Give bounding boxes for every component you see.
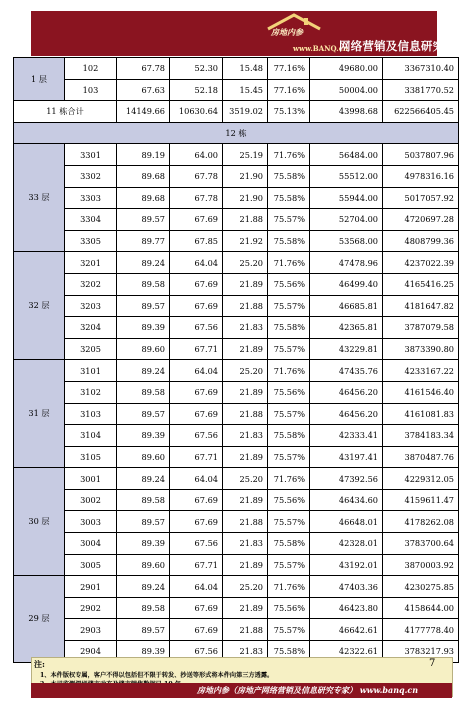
value-cell-c1: 89.24 <box>117 468 170 490</box>
value-cell-c5: 42328.01 <box>310 533 383 555</box>
value-cell-c5: 55512.00 <box>310 165 383 187</box>
value-cell-c4: 75.56% <box>268 597 310 619</box>
value-cell-c4: 75.58% <box>268 187 310 209</box>
unit-number: 2901 <box>65 576 117 598</box>
value-cell-c5: 42365.81 <box>310 317 383 339</box>
footer-slogan: 房地内参（房地产网络营销及信息研究专家） www.banq.cn <box>197 685 419 695</box>
value-cell-c1: 67.63 <box>117 79 170 101</box>
value-cell-c6: 4808799.36 <box>383 230 459 252</box>
table-row <box>14 619 459 641</box>
value-cell-c5: 47478.96 <box>310 252 383 274</box>
value-cell-c3: 21.88 <box>223 619 268 641</box>
unit-number: 3002 <box>65 489 117 511</box>
value-cell-c5: 46499.40 <box>310 273 383 295</box>
value-cell-c5: 42322.61 <box>310 641 383 663</box>
table-row <box>14 425 459 447</box>
value-cell-c6: 4230275.85 <box>383 576 459 598</box>
value-cell-c2: 10630.64 <box>170 101 223 123</box>
table-row <box>14 144 459 166</box>
value-cell-c6: 4159611.47 <box>383 489 459 511</box>
value-cell-c1: 89.39 <box>117 425 170 447</box>
value-cell-c5: 43197.41 <box>310 446 383 468</box>
value-cell-c5: 46648.01 <box>310 511 383 533</box>
value-cell-c2: 67.69 <box>170 273 223 295</box>
value-cell-c1: 89.19 <box>117 144 170 166</box>
value-cell-c6: 4229312.05 <box>383 468 459 490</box>
page-number: 7 <box>429 658 436 669</box>
unit-number: 3301 <box>65 144 117 166</box>
section-row <box>14 122 459 144</box>
unit-number: 3003 <box>65 511 117 533</box>
unit-number: 3101 <box>65 360 117 382</box>
unit-number: 2903 <box>65 619 117 641</box>
value-cell-c1: 89.57 <box>117 295 170 317</box>
header-title: 网络营销及信息研究专家 <box>339 39 468 53</box>
unit-number: 3202 <box>65 273 117 295</box>
value-cell-c3: 25.20 <box>223 468 268 490</box>
value-cell-c2: 67.69 <box>170 403 223 425</box>
logo-text: 房地内参 <box>271 27 303 37</box>
page-header <box>31 11 468 56</box>
value-cell-c2: 67.69 <box>170 619 223 641</box>
floor-label: 32 层 <box>14 252 65 360</box>
value-cell-c1: 89.60 <box>117 446 170 468</box>
unit-number: 3001 <box>65 468 117 490</box>
unit-number: 3304 <box>65 209 117 231</box>
value-cell-c2: 67.69 <box>170 295 223 317</box>
table-row <box>14 446 459 468</box>
table-row <box>14 511 459 533</box>
value-cell-c1: 67.78 <box>117 58 170 80</box>
value-cell-c3: 21.83 <box>223 533 268 555</box>
value-cell-c3: 21.90 <box>223 187 268 209</box>
value-cell-c4: 71.76% <box>268 252 310 274</box>
value-cell-c4: 75.58% <box>268 317 310 339</box>
floor-label: 33 层 <box>14 144 65 252</box>
value-cell-c5: 43229.81 <box>310 338 383 360</box>
value-cell-c4: 71.76% <box>268 576 310 598</box>
value-cell-c4: 71.76% <box>268 360 310 382</box>
value-cell-c5: 46685.81 <box>310 295 383 317</box>
unit-number: 3005 <box>65 554 117 576</box>
value-cell-c6: 3367310.40 <box>383 58 459 80</box>
unit-number: 102 <box>65 58 117 80</box>
value-cell-c3: 21.89 <box>223 446 268 468</box>
value-cell-c6: 3783700.64 <box>383 533 459 555</box>
table-row <box>14 554 459 576</box>
unit-number: 3303 <box>65 187 117 209</box>
value-cell-c3: 21.90 <box>223 165 268 187</box>
note-heading: 注: <box>34 659 45 669</box>
value-cell-c2: 67.69 <box>170 381 223 403</box>
value-cell-c5: 47403.36 <box>310 576 383 598</box>
value-cell-c5: 47392.56 <box>310 468 383 490</box>
value-cell-c2: 52.30 <box>170 58 223 80</box>
value-cell-c3: 3519.02 <box>223 101 268 123</box>
value-cell-c3: 21.83 <box>223 317 268 339</box>
value-cell-c3: 21.83 <box>223 641 268 663</box>
value-cell-c1: 89.68 <box>117 187 170 209</box>
sales-data-table <box>13 57 459 663</box>
value-cell-c3: 21.88 <box>223 295 268 317</box>
value-cell-c1: 89.57 <box>117 619 170 641</box>
value-cell-c4: 75.58% <box>268 533 310 555</box>
value-cell-c1: 89.57 <box>117 511 170 533</box>
value-cell-c6: 4161546.40 <box>383 381 459 403</box>
value-cell-c3: 25.20 <box>223 252 268 274</box>
value-cell-c6: 4233167.22 <box>383 360 459 382</box>
table-row <box>14 381 459 403</box>
value-cell-c3: 21.89 <box>223 489 268 511</box>
floor-label: 30 层 <box>14 468 65 576</box>
value-cell-c6: 4178262.08 <box>383 511 459 533</box>
value-cell-c1: 89.57 <box>117 209 170 231</box>
value-cell-c4: 71.76% <box>268 468 310 490</box>
value-cell-c4: 75.57% <box>268 403 310 425</box>
value-cell-c1: 89.60 <box>117 338 170 360</box>
value-cell-c3: 15.48 <box>223 58 268 80</box>
value-cell-c1: 14149.66 <box>117 101 170 123</box>
value-cell-c6: 622566405.45 <box>383 101 459 123</box>
unit-number: 3103 <box>65 403 117 425</box>
unit-number: 3204 <box>65 317 117 339</box>
value-cell-c4: 71.76% <box>268 144 310 166</box>
value-cell-c1: 89.60 <box>117 554 170 576</box>
table-row <box>14 79 459 101</box>
value-cell-c5: 46456.20 <box>310 403 383 425</box>
value-cell-c5: 49680.00 <box>310 58 383 80</box>
value-cell-c4: 75.57% <box>268 619 310 641</box>
value-cell-c6: 5017057.92 <box>383 187 459 209</box>
unit-number: 3205 <box>65 338 117 360</box>
value-cell-c5: 46434.60 <box>310 489 383 511</box>
value-cell-c4: 77.16% <box>268 58 310 80</box>
value-cell-c2: 67.78 <box>170 187 223 209</box>
value-cell-c4: 75.58% <box>268 641 310 663</box>
table-row <box>14 338 459 360</box>
value-cell-c2: 67.69 <box>170 597 223 619</box>
unit-number: 103 <box>65 79 117 101</box>
value-cell-c1: 89.24 <box>117 360 170 382</box>
value-cell-c1: 89.77 <box>117 230 170 252</box>
table-row <box>14 576 459 598</box>
value-cell-c6: 4978316.16 <box>383 165 459 187</box>
value-cell-c4: 75.56% <box>268 489 310 511</box>
value-cell-c3: 21.92 <box>223 230 268 252</box>
value-cell-c2: 67.71 <box>170 554 223 576</box>
unit-number: 2902 <box>65 597 117 619</box>
table-row <box>14 597 459 619</box>
table-row <box>14 295 459 317</box>
value-cell-c4: 77.16% <box>268 79 310 101</box>
table-row <box>14 468 459 490</box>
value-cell-c6: 3783217.93 <box>383 641 459 663</box>
value-cell-c5: 46456.20 <box>310 381 383 403</box>
unit-number: 3203 <box>65 295 117 317</box>
unit-number: 3102 <box>65 381 117 403</box>
value-cell-c6: 3873390.80 <box>383 338 459 360</box>
table-row <box>14 58 459 80</box>
value-cell-c3: 25.20 <box>223 360 268 382</box>
table-row <box>14 489 459 511</box>
value-cell-c1: 89.24 <box>117 576 170 598</box>
value-cell-c5: 55944.00 <box>310 187 383 209</box>
value-cell-c4: 75.56% <box>268 273 310 295</box>
unit-number: 3105 <box>65 446 117 468</box>
value-cell-c2: 64.04 <box>170 468 223 490</box>
value-cell-c5: 46423.80 <box>310 597 383 619</box>
value-cell-c6: 4161081.83 <box>383 403 459 425</box>
value-cell-c5: 47435.76 <box>310 360 383 382</box>
value-cell-c5: 50004.00 <box>310 79 383 101</box>
value-cell-c6: 3784183.34 <box>383 425 459 447</box>
value-cell-c6: 3787079.58 <box>383 317 459 339</box>
value-cell-c5: 43998.68 <box>310 101 383 123</box>
value-cell-c5: 52704.00 <box>310 209 383 231</box>
logo-url: www.BANQ.cn <box>293 44 349 53</box>
value-cell-c5: 43192.01 <box>310 554 383 576</box>
value-cell-c4: 75.57% <box>268 554 310 576</box>
value-cell-c5: 53568.00 <box>310 230 383 252</box>
footer-brand-bar <box>31 683 452 698</box>
value-cell-c2: 67.56 <box>170 641 223 663</box>
value-cell-c2: 67.71 <box>170 338 223 360</box>
value-cell-c2: 67.85 <box>170 230 223 252</box>
value-cell-c4: 75.57% <box>268 295 310 317</box>
value-cell-c4: 75.57% <box>268 338 310 360</box>
value-cell-c3: 15.45 <box>223 79 268 101</box>
value-cell-c2: 64.04 <box>170 360 223 382</box>
value-cell-c1: 89.39 <box>117 533 170 555</box>
total-row <box>14 101 459 123</box>
table-row <box>14 360 459 382</box>
table-row <box>14 533 459 555</box>
table-row <box>14 165 459 187</box>
unit-number: 3104 <box>65 425 117 447</box>
value-cell-c5: 56484.00 <box>310 144 383 166</box>
value-cell-c4: 75.58% <box>268 425 310 447</box>
unit-number: 3302 <box>65 165 117 187</box>
value-cell-c3: 21.89 <box>223 597 268 619</box>
floor-label: 29 层 <box>14 576 65 662</box>
unit-number: 3004 <box>65 533 117 555</box>
total-label: 11 栋合计 <box>14 101 117 123</box>
value-cell-c4: 75.58% <box>268 230 310 252</box>
value-cell-c2: 67.56 <box>170 533 223 555</box>
value-cell-c1: 89.68 <box>117 165 170 187</box>
value-cell-c4: 75.57% <box>268 446 310 468</box>
value-cell-c4: 75.56% <box>268 381 310 403</box>
value-cell-c2: 67.69 <box>170 489 223 511</box>
value-cell-c3: 25.19 <box>223 144 268 166</box>
value-cell-c3: 21.89 <box>223 273 268 295</box>
value-cell-c3: 21.88 <box>223 403 268 425</box>
value-cell-c1: 89.57 <box>117 403 170 425</box>
value-cell-c6: 5037807.96 <box>383 144 459 166</box>
value-cell-c6: 3870487.76 <box>383 446 459 468</box>
value-cell-c2: 64.04 <box>170 576 223 598</box>
value-cell-c1: 89.58 <box>117 489 170 511</box>
value-cell-c1: 89.58 <box>117 273 170 295</box>
table-row <box>14 252 459 274</box>
value-cell-c2: 64.00 <box>170 144 223 166</box>
value-cell-c6: 4165416.25 <box>383 273 459 295</box>
table-row <box>14 273 459 295</box>
value-cell-c6: 4181647.82 <box>383 295 459 317</box>
value-cell-c6: 4158644.00 <box>383 597 459 619</box>
unit-number: 3305 <box>65 230 117 252</box>
value-cell-c1: 89.24 <box>117 252 170 274</box>
value-cell-c4: 75.57% <box>268 209 310 231</box>
value-cell-c1: 89.58 <box>117 597 170 619</box>
unit-number: 3201 <box>65 252 117 274</box>
value-cell-c4: 75.58% <box>268 165 310 187</box>
table-row <box>14 403 459 425</box>
value-cell-c1: 89.39 <box>117 317 170 339</box>
value-cell-c4: 75.57% <box>268 511 310 533</box>
floor-label: 1 层 <box>14 58 65 101</box>
value-cell-c2: 67.56 <box>170 425 223 447</box>
value-cell-c3: 21.89 <box>223 338 268 360</box>
value-cell-c3: 21.89 <box>223 381 268 403</box>
value-cell-c3: 21.89 <box>223 554 268 576</box>
floor-label: 31 层 <box>14 360 65 468</box>
value-cell-c5: 46642.61 <box>310 619 383 641</box>
value-cell-c3: 21.83 <box>223 425 268 447</box>
table-row <box>14 187 459 209</box>
value-cell-c6: 4720697.28 <box>383 209 459 231</box>
section-heading: 12 栋 <box>14 122 459 144</box>
table-row <box>14 317 459 339</box>
value-cell-c2: 67.71 <box>170 446 223 468</box>
unit-number: 2904 <box>65 641 117 663</box>
value-cell-c2: 64.04 <box>170 252 223 274</box>
value-cell-c1: 89.58 <box>117 381 170 403</box>
value-cell-c3: 25.20 <box>223 576 268 598</box>
value-cell-c4: 75.13% <box>268 101 310 123</box>
table-row <box>14 209 459 231</box>
value-cell-c6: 3870003.92 <box>383 554 459 576</box>
value-cell-c2: 67.78 <box>170 165 223 187</box>
note-line-1: 1、本件版权专属，客户不得以包括但不限于转发、抄送等形式将本件向第三方透露。 <box>40 672 274 679</box>
value-cell-c3: 21.88 <box>223 209 268 231</box>
value-cell-c2: 52.18 <box>170 79 223 101</box>
value-cell-c2: 67.69 <box>170 209 223 231</box>
value-cell-c5: 42333.41 <box>310 425 383 447</box>
value-cell-c1: 89.39 <box>117 641 170 663</box>
value-cell-c2: 67.69 <box>170 511 223 533</box>
value-cell-c3: 21.88 <box>223 511 268 533</box>
value-cell-c6: 3381770.52 <box>383 79 459 101</box>
value-cell-c6: 4237022.39 <box>383 252 459 274</box>
value-cell-c6: 4177778.40 <box>383 619 459 641</box>
value-cell-c2: 67.56 <box>170 317 223 339</box>
table-row <box>14 230 459 252</box>
